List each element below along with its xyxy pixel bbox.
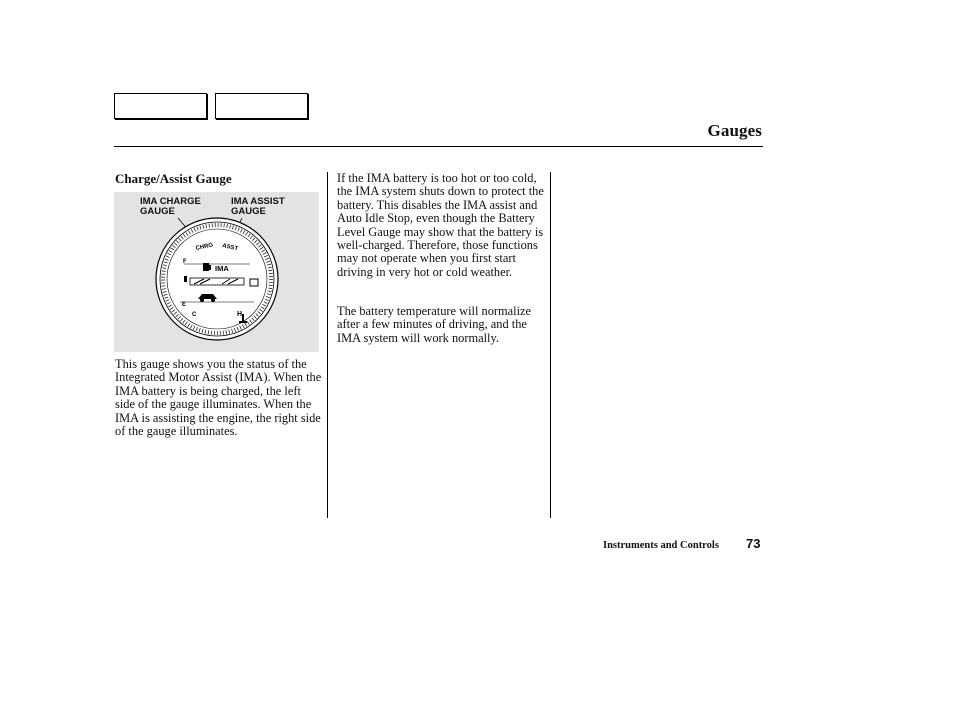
chrg-label: CHRG bbox=[195, 242, 214, 252]
column-divider-2 bbox=[550, 172, 551, 518]
ima-charge-gauge-callout: IMA CHARGE GAUGE bbox=[140, 196, 201, 217]
hot-label: H bbox=[237, 311, 243, 318]
page-number: 73 bbox=[746, 536, 761, 551]
asst-label: ASST bbox=[221, 243, 239, 253]
section-heading: Charge/Assist Gauge bbox=[115, 171, 232, 186]
gauge-figure bbox=[114, 192, 319, 352]
battery-normalize-paragraph: The battery temperature will normalize after a few minutes of driving, and the IMA system will work normally. bbox=[337, 304, 532, 345]
header-rule bbox=[114, 146, 763, 147]
battery-temperature-paragraph: If the IMA battery is too hot or too cold, the IMA system shuts down to protect the battery. This disables the IMA assist and Auto Idle Stop, even though the Battery Level Gauge may show that the battery is well-charged. Therefore, those functions may not operate when you first start driving in very hot or cold weather. bbox=[337, 171, 544, 279]
nav-button-2[interactable] bbox=[215, 93, 308, 119]
cold-label: C bbox=[192, 312, 197, 318]
full-label: F bbox=[183, 259, 187, 265]
gauge-description-paragraph: This gauge shows you the status of the Integrated Motor Assist (IMA). When the IMA battery is being charged, the left side of the gauge illuminates. When the IMA is assisting the engine, the right side of the gauge illuminates. bbox=[115, 357, 322, 439]
nav-button-1[interactable] bbox=[114, 93, 207, 119]
footer-section-title: Instruments and Controls bbox=[603, 540, 719, 551]
page-title: Gauges bbox=[707, 121, 762, 140]
empty-label: E bbox=[182, 302, 187, 308]
column-divider-1 bbox=[327, 172, 328, 518]
ima-label: IMA bbox=[215, 264, 229, 273]
ima-assist-gauge-callout: IMA ASSIST GAUGE bbox=[231, 196, 285, 217]
charge-indicator-icon bbox=[184, 276, 187, 282]
